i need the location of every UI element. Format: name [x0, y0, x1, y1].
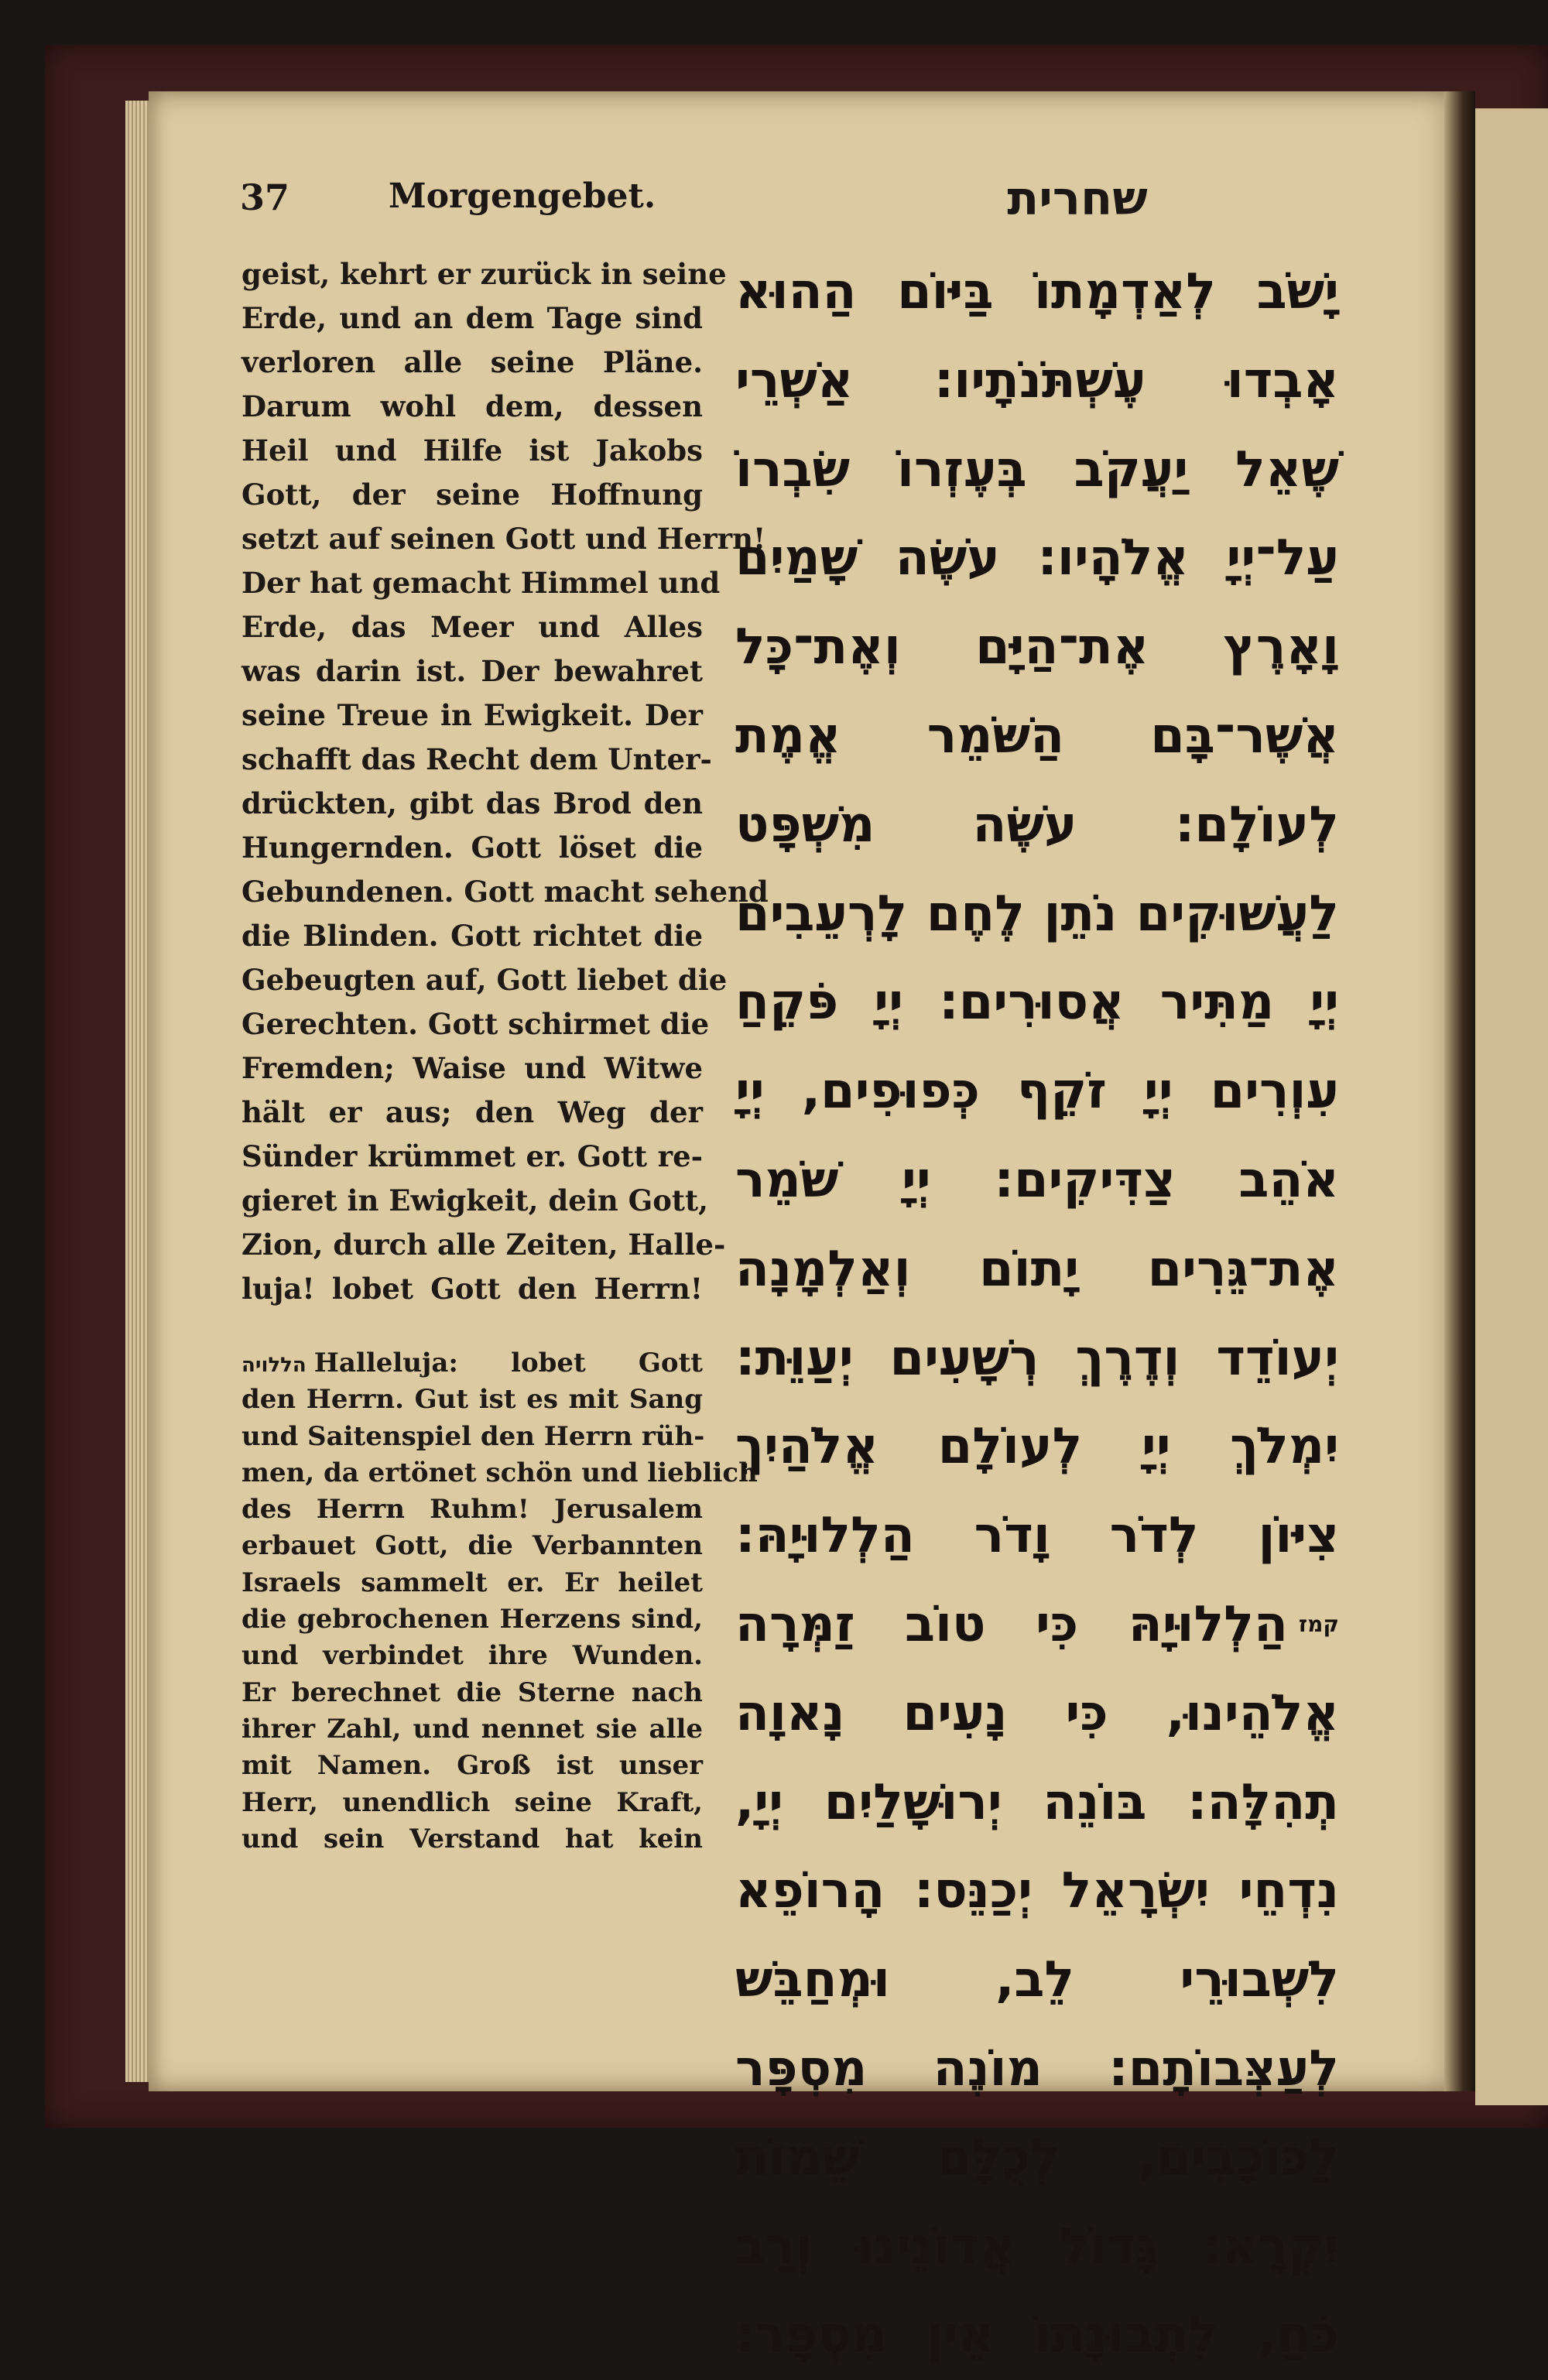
- hebrew-line: אֱלֹהֵינוּ, כִּי נָעִים נָאוָה: [735, 1684, 1339, 1742]
- german-line: schafft das Recht dem Unter-: [241, 742, 712, 776]
- hebrew-line: יָשֹׁב לְאַדְמָתוֹ בַּיּוֹם הַהוּא: [735, 263, 1339, 320]
- german-line: Er berechnet die Sterne nach: [241, 1676, 703, 1708]
- page-number: 37: [240, 176, 290, 218]
- german-line: drückten, gibt das Brod den: [241, 786, 703, 820]
- hebrew-line: תְהִלָּה: בּוֹנֵה יְרוּשָׁלַיִם יְיָ,: [735, 1773, 1339, 1831]
- page-title-hebrew: שחרית: [1007, 172, 1148, 226]
- hebrew-line: וָאָרֶץ אֶת־הַיָּם וְאֶת־כָּל: [735, 618, 1339, 676]
- hebrew-line: יִמְלֹךְ יְיָ לְעוֹלָם אֱלֹהַיִךְ: [735, 1418, 1339, 1476]
- german-line: was darin ist. Der bewahret: [241, 654, 703, 688]
- hebrew-line: [735, 1580, 1339, 1669]
- german-line: Heil und Hilfe ist Jakobs: [241, 433, 703, 467]
- book-gutter: [1444, 91, 1475, 2091]
- german-column-paragraph-1: [241, 252, 769, 1311]
- hebrew-line: אֶת־גֵּרִים יָתוֹם וְאַלְמָנָה: [735, 1240, 1339, 1298]
- german-line: die Blinden. Gott richtet die: [241, 919, 703, 953]
- hebrew-line: אֲשֶׁר־בָּם הַשֹּׁמֵר אֱמֶת: [735, 707, 1339, 765]
- german-line: seine Treue in Ewigkeit. Der: [241, 698, 703, 732]
- german-line: Erde, und an dem Tage sind: [241, 301, 703, 335]
- german-line: ihrer Zahl, und nennet sie alle: [241, 1713, 703, 1745]
- hebrew-line: עִוְרִים יְיָ זֹקֵף כְּפוּפִים, יְיָ: [735, 1063, 1339, 1121]
- german-line: luja! lobet Gott den Herrn!: [241, 1272, 703, 1306]
- german-line: den Herrn. Gut ist es mit Sang: [241, 1384, 703, 1416]
- german-line: gieret in Ewigkeit, dein Gott,: [241, 1183, 708, 1217]
- german-line: und Saitenspiel den Herrn rüh-: [241, 1420, 705, 1452]
- hebrew-line: עַל־יְיָ אֱלֹהָיו: עֹשֶׂה שָׁמַיִם: [735, 529, 1339, 587]
- german-line: und verbindet ihre Wunden.: [241, 1640, 703, 1672]
- german-line: Gerechten. Gott schirmet die: [241, 1007, 710, 1041]
- german-line: mit Namen. Groß ist unser: [241, 1750, 703, 1782]
- german-line: Israels sammelt er. Er heilet: [241, 1567, 703, 1598]
- hebrew-line: לַכּוֹכָבִים, לְכֻלָּם שֵׁמוֹת: [735, 2128, 1339, 2187]
- german-line: Gebundenen. Gott macht sehend: [241, 875, 769, 909]
- hebrew-line: אֹהֵב צַדִּיקִים: יְיָ שֹׁמֵר: [735, 1151, 1339, 1209]
- hebrew-line: כֹּחַ, לִתְבוּנָתוֹ אֵין מִסְפָּר:: [735, 2306, 1339, 2365]
- german-line: setzt auf seinen Gott und Herrn!: [241, 522, 766, 556]
- german-line: men, da ertönet schön und lieblich: [241, 1457, 758, 1488]
- german-column-paragraph-2: [241, 1345, 758, 1858]
- german-line: Gott, der seine Hoffnung: [241, 478, 703, 512]
- german-line: Herr, unendlich seine Kraft,: [241, 1786, 703, 1818]
- german-line: geist, kehrt er zurück in seine: [241, 257, 727, 291]
- german-line: [241, 1345, 703, 1382]
- german-line: Erde, das Meer und Alles: [241, 610, 703, 644]
- german-line: Zion, durch alle Zeiten, Halle-: [241, 1228, 726, 1262]
- hebrew-line: יְיָ מַתִּיר אֲסוּרִים: יְיָ פֹּקֵחַ: [735, 974, 1339, 1032]
- hebrew-line: לִשְׁבוּרֵי לֵב, וּמְחַבֵּשׁ: [735, 1951, 1339, 2009]
- german-line: verloren alle seine Pläne.: [241, 345, 703, 379]
- hebrew-column: [735, 248, 1339, 2380]
- hebrew-line: נִדְחֵי יִשְׂרָאֵל יְכַנֵּס: הָרוֹפֵא: [735, 1862, 1339, 1920]
- hebrew-line: לְעוֹלָם: עֹשֶׂה מִשְׁפָּט: [735, 796, 1339, 854]
- hebrew-line: יִקְרָא: גָּדוֹל אֲדוֹנֵינוּ וְרַב: [735, 2217, 1339, 2276]
- hebrew-margin-tag: קמז: [1298, 1611, 1339, 1637]
- german-line: Gebeugten auf, Gott liebet die: [241, 963, 728, 997]
- german-line: erbauet Gott, die Verbannten: [241, 1530, 703, 1562]
- german-line: Darum wohl dem, dessen: [241, 389, 703, 423]
- facing-page-edge: [1475, 108, 1548, 2105]
- hebrew-line: לְעַצְּבוֹתָם: מוֹנֶה מִסְפָּר: [735, 2039, 1339, 2097]
- page-title-german: Morgengebet.: [389, 176, 656, 216]
- hebrew-line: שֶׁאֵל יַעֲקֹב בְּעֶזְרוֹ שִׂבְרוֹ: [735, 440, 1339, 498]
- hebrew-line-text: הַלְלוּיָהּ כִּי טוֹב זַמְּרָה: [735, 1595, 1288, 1653]
- german-line: des Herrn Ruhm! Jerusalem: [241, 1494, 703, 1526]
- hebrew-line: צִיּוֹן לְדֹר וָדֹר הַלְלוּיָהּ:: [735, 1507, 1339, 1565]
- german-line-text: Halleluja: lobet Gott: [313, 1348, 703, 1378]
- german-line: die gebrochenen Herzens sind,: [241, 1604, 703, 1635]
- german-line: und sein Verstand hat kein: [241, 1823, 703, 1854]
- german-line: Der hat gemacht Himmel und: [241, 566, 721, 600]
- hebrew-line: לַעֲשׁוּקִים נֹתֵן לֶחֶם לָרְעֵבִים: [735, 885, 1339, 943]
- hebrew-line: אָבְדוּ עֶשְׁתֹּנֹתָיו: אַשְׁרֵי: [735, 351, 1339, 409]
- german-line: Fremden; Waise und Witwe: [241, 1051, 703, 1085]
- hebrew-margin-tag: הללויה: [241, 1354, 307, 1377]
- german-line: Hungernden. Gott löset die: [241, 830, 703, 865]
- german-line: hält er aus; den Weg der: [241, 1095, 703, 1129]
- hebrew-line: יְעוֹדֵד וְדֶרֶךְ רְשָׁעִים יְעַוֵּת:: [735, 1329, 1339, 1387]
- german-line: Sünder krümmet er. Gott re-: [241, 1139, 703, 1173]
